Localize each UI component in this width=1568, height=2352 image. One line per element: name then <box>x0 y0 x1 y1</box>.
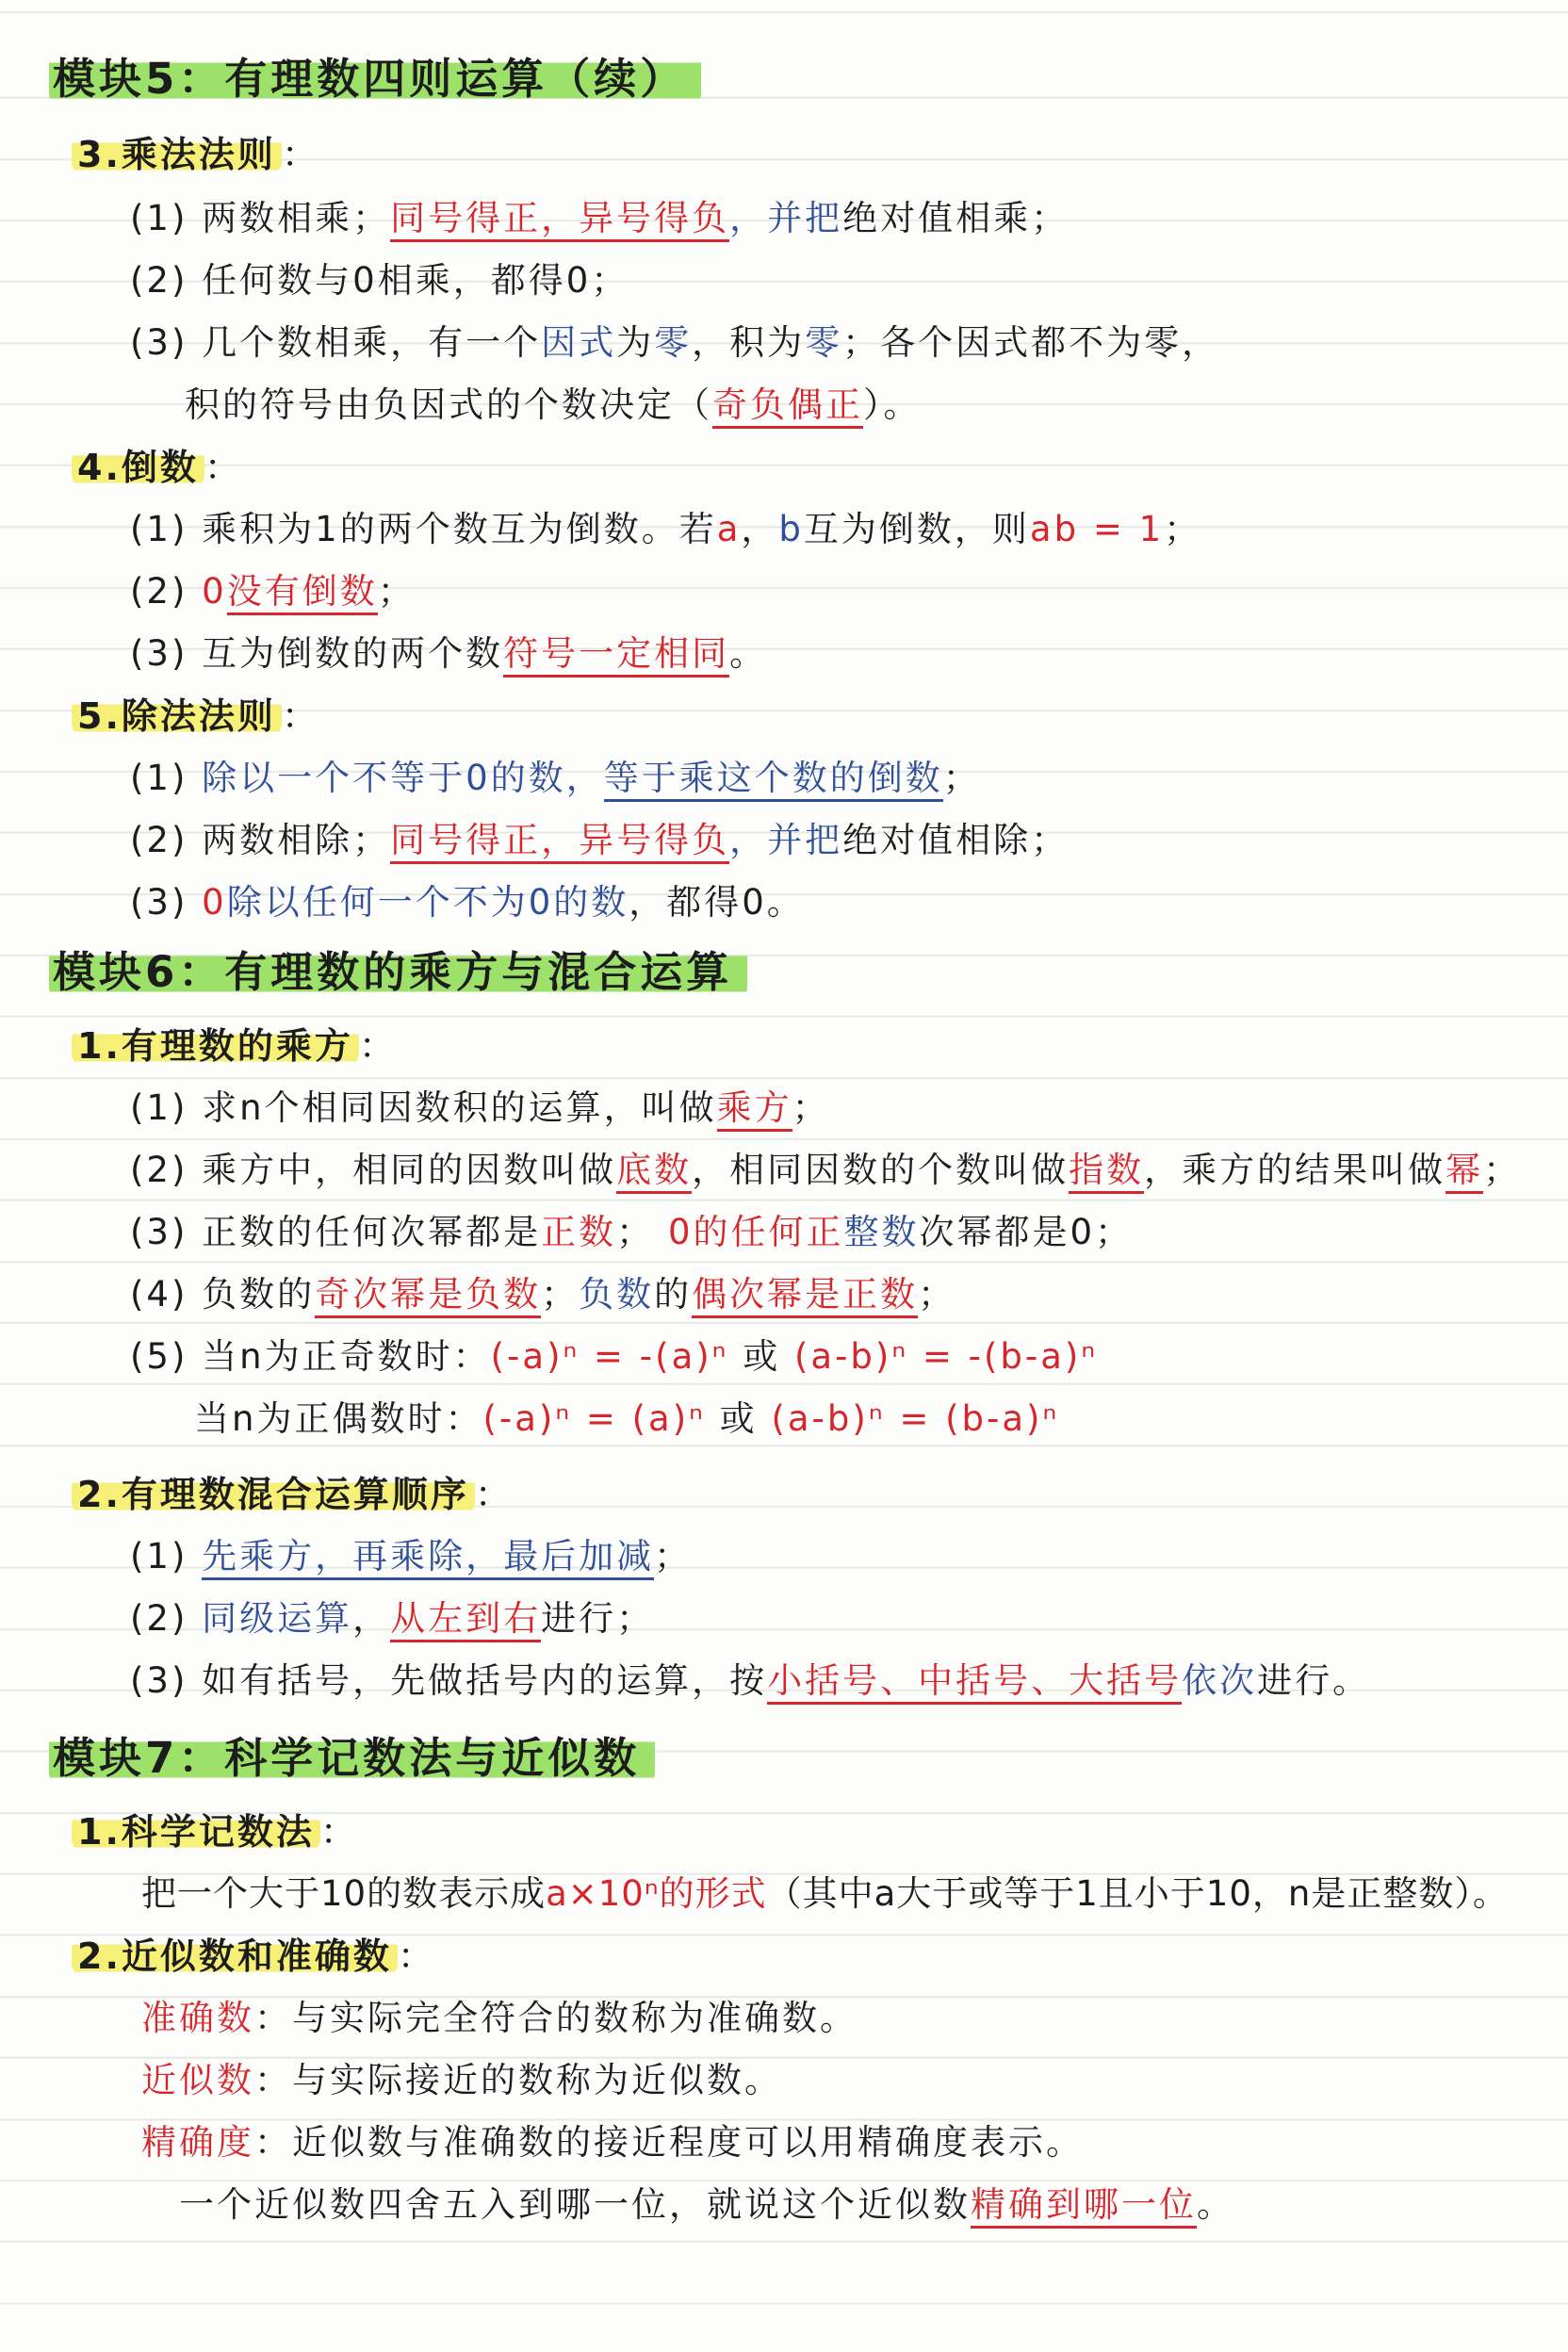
module5-title-text: 模块5：有理数四则运算（续） <box>49 54 701 104</box>
text: b <box>778 509 804 549</box>
module6-title-text: 模块6：有理数的乘方与混合运算 <box>49 947 747 997</box>
mult-rule-1 <box>130 194 1069 243</box>
text: 零 <box>654 322 693 363</box>
same-sign-highlight: 符号一定相同 <box>503 633 729 678</box>
text: ； <box>377 571 416 612</box>
text: (2) 任何数与0相乘，都得0； <box>130 260 629 301</box>
text: (3) 互为倒数的两个数 <box>130 633 504 674</box>
text: ：与实际完全符合的数称为准确数。 <box>254 1998 858 2038</box>
text: (3) 正数的任何次幂都是 <box>130 1212 542 1252</box>
text: (3) <box>130 882 203 923</box>
text: 并把 <box>767 198 843 238</box>
power-rule-3 <box>130 1208 1133 1257</box>
text: (2) <box>130 1598 203 1639</box>
text: ，乘方的结果叫做 <box>1144 1150 1446 1190</box>
division-rule-heading <box>72 692 320 741</box>
power-rule-4 <box>130 1270 956 1319</box>
colon: ： <box>319 1811 359 1853</box>
text: ：与实际接近的数称为近似数。 <box>254 2060 782 2100</box>
order-rule-2 <box>130 1594 654 1643</box>
colon: ： <box>281 695 320 737</box>
text: (1) <box>130 758 203 798</box>
div-rule-3 <box>130 878 805 927</box>
text: 除以任何一个不为0的数 <box>226 882 629 923</box>
text: ， <box>741 509 779 549</box>
power-rule-1 <box>130 1084 830 1133</box>
order-rule-1 <box>130 1532 692 1581</box>
div-rule-2 <box>130 816 1069 865</box>
text: 为 <box>616 322 655 363</box>
div-rule-1 <box>130 754 981 803</box>
text: 进行； <box>541 1598 655 1639</box>
text: （其中a大于或等于1且小于10，n是正整数）。 <box>766 1873 1509 1914</box>
sign-rule-highlight: 同号得正，异号得负 <box>390 198 729 242</box>
mult-rule-3 <box>130 318 1219 368</box>
text: 或 <box>728 1336 794 1377</box>
text: ，都得0。 <box>629 882 805 923</box>
text: ）。 <box>863 384 922 425</box>
text: 次幂都是0； <box>919 1212 1134 1252</box>
text: 绝对值相除； <box>842 820 1070 860</box>
term: 准确数 <box>141 1998 254 2038</box>
text: (2) 乘方中，相同的因数叫做 <box>130 1150 617 1190</box>
module5-title <box>49 55 701 104</box>
text: 负数 <box>579 1274 655 1315</box>
formula: (-a)ⁿ = (a)ⁿ <box>482 1398 706 1439</box>
text: ， <box>729 820 768 860</box>
colon: ： <box>281 134 320 175</box>
precision-rule <box>179 2180 1234 2230</box>
text: ； <box>1164 509 1202 549</box>
module7-title <box>49 1734 655 1783</box>
multiply-reciprocal-highlight: 等于乘这个数的倒数 <box>604 758 943 802</box>
text: a <box>716 509 742 549</box>
text: ； <box>792 1087 830 1128</box>
text: 积的符号由负因式的个数决定（ <box>185 384 712 425</box>
colon: ： <box>474 1474 514 1515</box>
text: 0 <box>202 882 227 923</box>
text: ，积为 <box>692 322 806 363</box>
term: 精确度 <box>141 2122 254 2163</box>
scientific-notation-heading <box>72 1807 359 1856</box>
text: ， <box>729 198 768 238</box>
text: (2) 两数相除； <box>130 820 391 860</box>
text: (4) 负数的 <box>130 1274 316 1315</box>
power-term-highlight: 乘方 <box>717 1087 792 1132</box>
scientific-notation-label: 1.科学记数法 <box>72 1811 320 1853</box>
text: (3) 如有括号，先做括号内的运算，按 <box>130 1660 768 1701</box>
odd-negative-highlight: 奇负偶正 <box>712 384 863 429</box>
text: ； <box>942 758 981 798</box>
approx-heading <box>72 1932 436 1981</box>
text: (1) <box>130 1536 203 1576</box>
exact-number-def <box>141 1994 858 2043</box>
odd-power-highlight: 奇次幂是负数 <box>315 1274 541 1318</box>
mult-rule-2 <box>130 256 629 305</box>
base-term-highlight: 底数 <box>616 1150 692 1194</box>
text: 依次 <box>1182 1660 1258 1701</box>
precision-def <box>141 2118 1084 2167</box>
power-heading <box>72 1021 398 1070</box>
text: 进行。 <box>1257 1660 1371 1701</box>
mult-rule-3-cont <box>185 381 922 430</box>
colon: ： <box>397 1936 436 1977</box>
text: 。 <box>1197 2184 1234 2225</box>
sci-form: a×10ⁿ的形式 <box>546 1873 767 1914</box>
brackets-highlight: 小括号、中括号、大括号 <box>767 1660 1182 1705</box>
exponent-term-highlight: 指数 <box>1069 1150 1144 1194</box>
text: (1) 两数相乘； <box>130 198 391 238</box>
formula: (a-b)ⁿ = -(b-a)ⁿ <box>793 1336 1099 1377</box>
order-highlight: 先乘方，再乘除，最后加减 <box>202 1536 654 1580</box>
text: 0的任何正 <box>667 1212 844 1252</box>
power-rule-2 <box>130 1146 1521 1195</box>
text: 正数 <box>541 1212 617 1252</box>
text: ， <box>352 1598 391 1639</box>
no-reciprocal-highlight: 没有倒数 <box>227 571 378 615</box>
text: 把一个大于10的数表示成 <box>141 1873 547 1914</box>
power-label: 1.有理数的乘方 <box>72 1025 359 1067</box>
even-power-highlight: 偶次幂是正数 <box>692 1274 918 1318</box>
text: (3) 几个数相乘，有一个 <box>130 322 542 363</box>
text: 当n为正偶数时： <box>194 1398 483 1439</box>
mixed-order-heading <box>72 1470 514 1519</box>
text: ； <box>541 1274 580 1315</box>
formula: (-a)ⁿ = -(a)ⁿ <box>490 1336 729 1377</box>
text: 零 <box>805 322 843 363</box>
module6-title <box>49 948 747 997</box>
text: 除以一个不等于0的数， <box>202 758 604 798</box>
division-rule-label: 5.除法法则 <box>72 695 282 737</box>
text: (1) 乘积为1的两个数互为倒数。若 <box>130 509 717 549</box>
approx-number-def <box>141 2056 782 2105</box>
precision-highlight: 精确到哪一位 <box>971 2184 1197 2229</box>
text: 整数 <box>843 1212 920 1252</box>
text: 一个近似数四舍五入到哪一位，就说这个近似数 <box>179 2184 971 2225</box>
recip-rule-3 <box>130 629 767 678</box>
order-rule-3 <box>130 1657 1370 1706</box>
text: ； <box>918 1274 956 1315</box>
text: 0 <box>202 571 227 612</box>
approx-label: 2.近似数和准确数 <box>72 1936 398 1977</box>
sci-rule-1 <box>141 1870 1509 1919</box>
text: 或 <box>705 1398 772 1439</box>
text: 绝对值相乘； <box>842 198 1070 238</box>
term: 近似数 <box>141 2060 254 2100</box>
left-to-right-highlight: 从左到右 <box>390 1598 541 1642</box>
text: ；各个因式都不为零， <box>842 322 1220 363</box>
text: ，相同因数的个数叫做 <box>692 1150 1070 1190</box>
text: ； <box>616 1212 668 1252</box>
multiplication-rule-heading <box>72 130 320 179</box>
text: (2) <box>130 571 203 612</box>
text: 的 <box>654 1274 693 1315</box>
mixed-order-label: 2.有理数混合运算顺序 <box>72 1474 475 1515</box>
formula: (a-b)ⁿ = (b-a)ⁿ <box>771 1398 1060 1439</box>
power-result-highlight: 幂 <box>1446 1150 1483 1194</box>
sign-rule-highlight: 同号得正，异号得负 <box>390 820 729 864</box>
recip-rule-1 <box>130 505 1201 554</box>
text: ab = 1 <box>1029 509 1165 549</box>
text: 。 <box>729 633 768 674</box>
reciprocal-label: 4.倒数 <box>72 447 204 488</box>
text: ； <box>1483 1150 1522 1190</box>
recip-rule-2 <box>130 567 416 616</box>
text: ； <box>654 1536 693 1576</box>
power-rule-5 <box>130 1332 1098 1381</box>
text: 互为倒数，则 <box>803 509 1030 549</box>
text: (5) 当n为正奇数时： <box>130 1336 491 1377</box>
text: (1) 求n个相同因数积的运算，叫做 <box>130 1087 717 1128</box>
text: ：近似数与准确数的接近程度可以用精确度表示。 <box>254 2122 1084 2163</box>
text: 并把 <box>767 820 843 860</box>
module7-title-text: 模块7：科学记数法与近似数 <box>49 1733 655 1783</box>
multiplication-rule-label: 3.乘法法则 <box>72 134 282 175</box>
power-rule-5-cont <box>194 1395 1059 1444</box>
colon: ： <box>204 447 243 488</box>
text: 同级运算 <box>202 1598 353 1639</box>
text: 因式 <box>541 322 617 363</box>
reciprocal-heading <box>72 443 243 492</box>
colon: ： <box>358 1025 398 1067</box>
